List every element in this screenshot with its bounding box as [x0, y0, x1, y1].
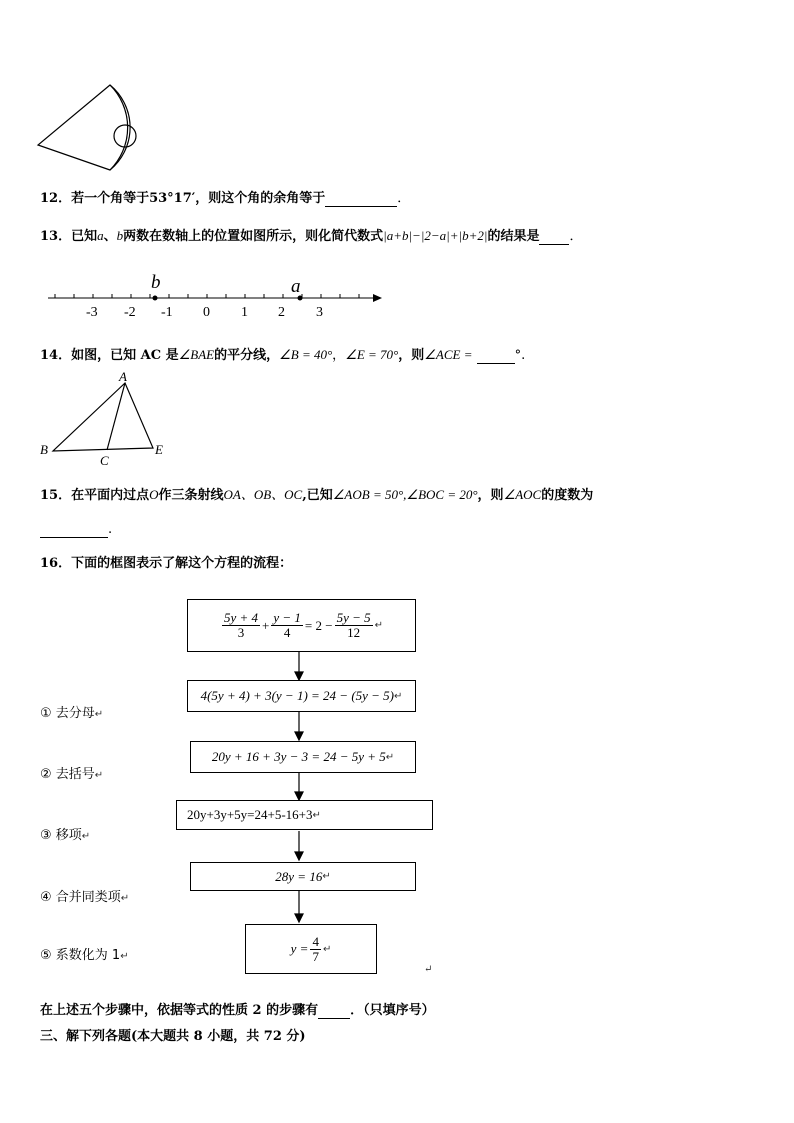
- question-end: ．: [569, 229, 583, 244]
- vertex-c: C: [100, 453, 109, 468]
- equation-box-original: [187, 599, 416, 652]
- label-b: b: [151, 272, 161, 293]
- denominator: 4: [283, 625, 291, 640]
- q14-mid: 的平分线，: [214, 348, 280, 363]
- unit-degree: °.: [514, 348, 526, 363]
- numerator: 4: [312, 933, 319, 949]
- tick-label: 3: [316, 305, 323, 320]
- return-mark: ↵: [94, 770, 104, 781]
- var-b: b: [116, 228, 124, 243]
- section-3-heading: 三、解下列各题(本大题共 8 小题，共 72 分): [40, 1029, 306, 1044]
- vertex-e: E: [155, 442, 163, 457]
- equation-box-step2: [190, 741, 416, 773]
- tick-label: -1: [161, 305, 173, 320]
- step-5-label: [40, 944, 129, 963]
- return-mark: ↵: [394, 690, 403, 702]
- step-text: ① 去分母: [40, 706, 95, 721]
- answer-blank[interactable]: [318, 1003, 350, 1019]
- numerator: 5y − 5: [336, 610, 371, 625]
- equation-text: 4(5y + 4) + 3(y − 1) = 24 − (5y − 5): [200, 688, 395, 703]
- equals-part: = 2 −: [304, 617, 333, 633]
- q14-sep: ，: [332, 348, 346, 363]
- question-16-conclusion: [40, 999, 435, 1019]
- return-mark: ↵: [120, 951, 129, 962]
- given-angles: ∠AOB = 50°,∠BOC = 20°: [332, 487, 478, 502]
- q13-expression: |a+b|−|2−a|+|b+2|: [383, 228, 488, 243]
- return-mark: ↵: [312, 809, 321, 821]
- equation-box-step3: [176, 800, 433, 830]
- tick-label: 0: [203, 305, 210, 320]
- q15-post: ，则: [477, 488, 504, 503]
- fraction-1: [222, 611, 260, 640]
- angle-b: ∠B = 40°: [279, 347, 333, 362]
- conclusion-end: ．（只填序号）: [350, 1003, 435, 1018]
- axis-arrow: [373, 294, 382, 302]
- step-4-label: [40, 886, 129, 905]
- answer-blank[interactable]: [477, 348, 515, 364]
- triangle-abe: [53, 383, 153, 451]
- denominator: 3: [237, 625, 245, 640]
- return-mark: ↵: [385, 751, 395, 763]
- rays: OA、OB、OC: [223, 487, 303, 502]
- q14-post: ，则: [398, 348, 425, 363]
- number-line: [40, 268, 385, 323]
- question-text: 下面的框图表示了解这个方程的流程：: [71, 556, 293, 571]
- q13-mid: 两数在数轴上的位置如图所示，则化简代数式: [123, 229, 384, 244]
- return-mark: ↵: [81, 831, 91, 842]
- question-number: 15．: [40, 488, 72, 503]
- return-mark: ↵: [322, 943, 332, 955]
- plus-sign: +: [262, 617, 270, 633]
- answer-blank[interactable]: [539, 229, 569, 245]
- question-15: [40, 484, 593, 503]
- q13-pre: 已知: [71, 229, 98, 244]
- equation-box-step4: [190, 862, 416, 891]
- angle-ace: ∠ACE =: [424, 347, 473, 362]
- question-15-answer-line: [40, 522, 112, 538]
- equation-text: 20y+3y+5y=24+5-16+3: [187, 807, 313, 822]
- question-end: .: [108, 522, 113, 537]
- step-text: ⑤ 系数化为 1: [40, 948, 121, 963]
- numerator: y − 1: [273, 610, 301, 625]
- equation-box-step1: [187, 680, 416, 712]
- denominator: 7: [312, 948, 319, 964]
- tick-label: 1: [241, 305, 248, 320]
- step-text: ③ 移项: [40, 828, 82, 843]
- question-16: [40, 552, 292, 571]
- step-2-label: [40, 763, 103, 782]
- answer-blank[interactable]: [325, 191, 397, 207]
- step-3-label: [40, 824, 90, 843]
- angle-aoc: ∠AOC: [503, 487, 542, 502]
- tick-label: -2: [124, 305, 136, 320]
- q15-mid2: ,已知: [302, 488, 333, 503]
- q14-pre: 如图，已知 AC 是: [71, 348, 179, 363]
- tick-label: -3: [86, 305, 98, 320]
- question-12: [40, 187, 410, 207]
- step-text: ② 去括号: [40, 767, 95, 782]
- q15-end-text: 的度数为: [541, 488, 594, 503]
- label-a: a: [291, 276, 301, 297]
- question-number: 12．: [40, 191, 72, 206]
- denominator: 12: [347, 625, 361, 640]
- angle-e: ∠E = 70°: [345, 347, 399, 362]
- question-number: 13．: [40, 229, 72, 244]
- fraction-2: [271, 611, 303, 640]
- question-text: 若一个角等于53°17′，则这个角的余角等于: [71, 191, 326, 206]
- var-a: a: [97, 228, 104, 243]
- return-mark: ↵: [120, 893, 130, 904]
- segment-ac: [107, 383, 125, 450]
- question-number: 14．: [40, 348, 72, 363]
- angle-bae: ∠BAE: [178, 347, 215, 362]
- vertex-b: B: [40, 442, 48, 457]
- answer-blank[interactable]: [40, 522, 108, 538]
- fraction-result: [310, 935, 321, 964]
- q15-pre: 在平面内过点: [71, 488, 150, 503]
- vertex-a: A: [119, 369, 127, 384]
- equation-box-step5: [245, 924, 377, 974]
- equation-text: 20y + 16 + 3y − 3 = 24 − 5y + 5: [211, 749, 386, 764]
- question-14: [40, 344, 525, 364]
- question-number: 16．: [40, 556, 72, 571]
- sector-shape: [38, 85, 128, 170]
- q13-post: 的结果是: [487, 229, 540, 244]
- question-end: ．: [397, 191, 411, 206]
- tick-label: 2: [278, 305, 285, 320]
- triangle-figure: [35, 368, 175, 468]
- step-text: ④ 合并同类项: [40, 890, 121, 905]
- return-mark: ↵: [374, 620, 384, 631]
- lhs: y =: [290, 941, 309, 956]
- return-mark: ↵: [322, 871, 331, 882]
- stray-return-mark: ↵: [424, 964, 433, 975]
- point-o: O: [149, 487, 159, 502]
- question-13: [40, 225, 582, 245]
- fraction-3: [335, 611, 373, 640]
- step-1-label: [40, 702, 103, 721]
- conclusion-text: 在上述五个步骤中，依据等式的性质 2 的步骤有: [40, 1003, 319, 1018]
- numerator: 5y + 4: [223, 610, 259, 625]
- q15-mid1: 作三条射线: [158, 488, 224, 503]
- q13-sep: 、: [103, 229, 117, 244]
- equation-text: 28y = 16: [275, 868, 323, 884]
- point-b: [153, 296, 158, 301]
- sector-circle-figure: [30, 80, 150, 175]
- return-mark: ↵: [94, 709, 104, 720]
